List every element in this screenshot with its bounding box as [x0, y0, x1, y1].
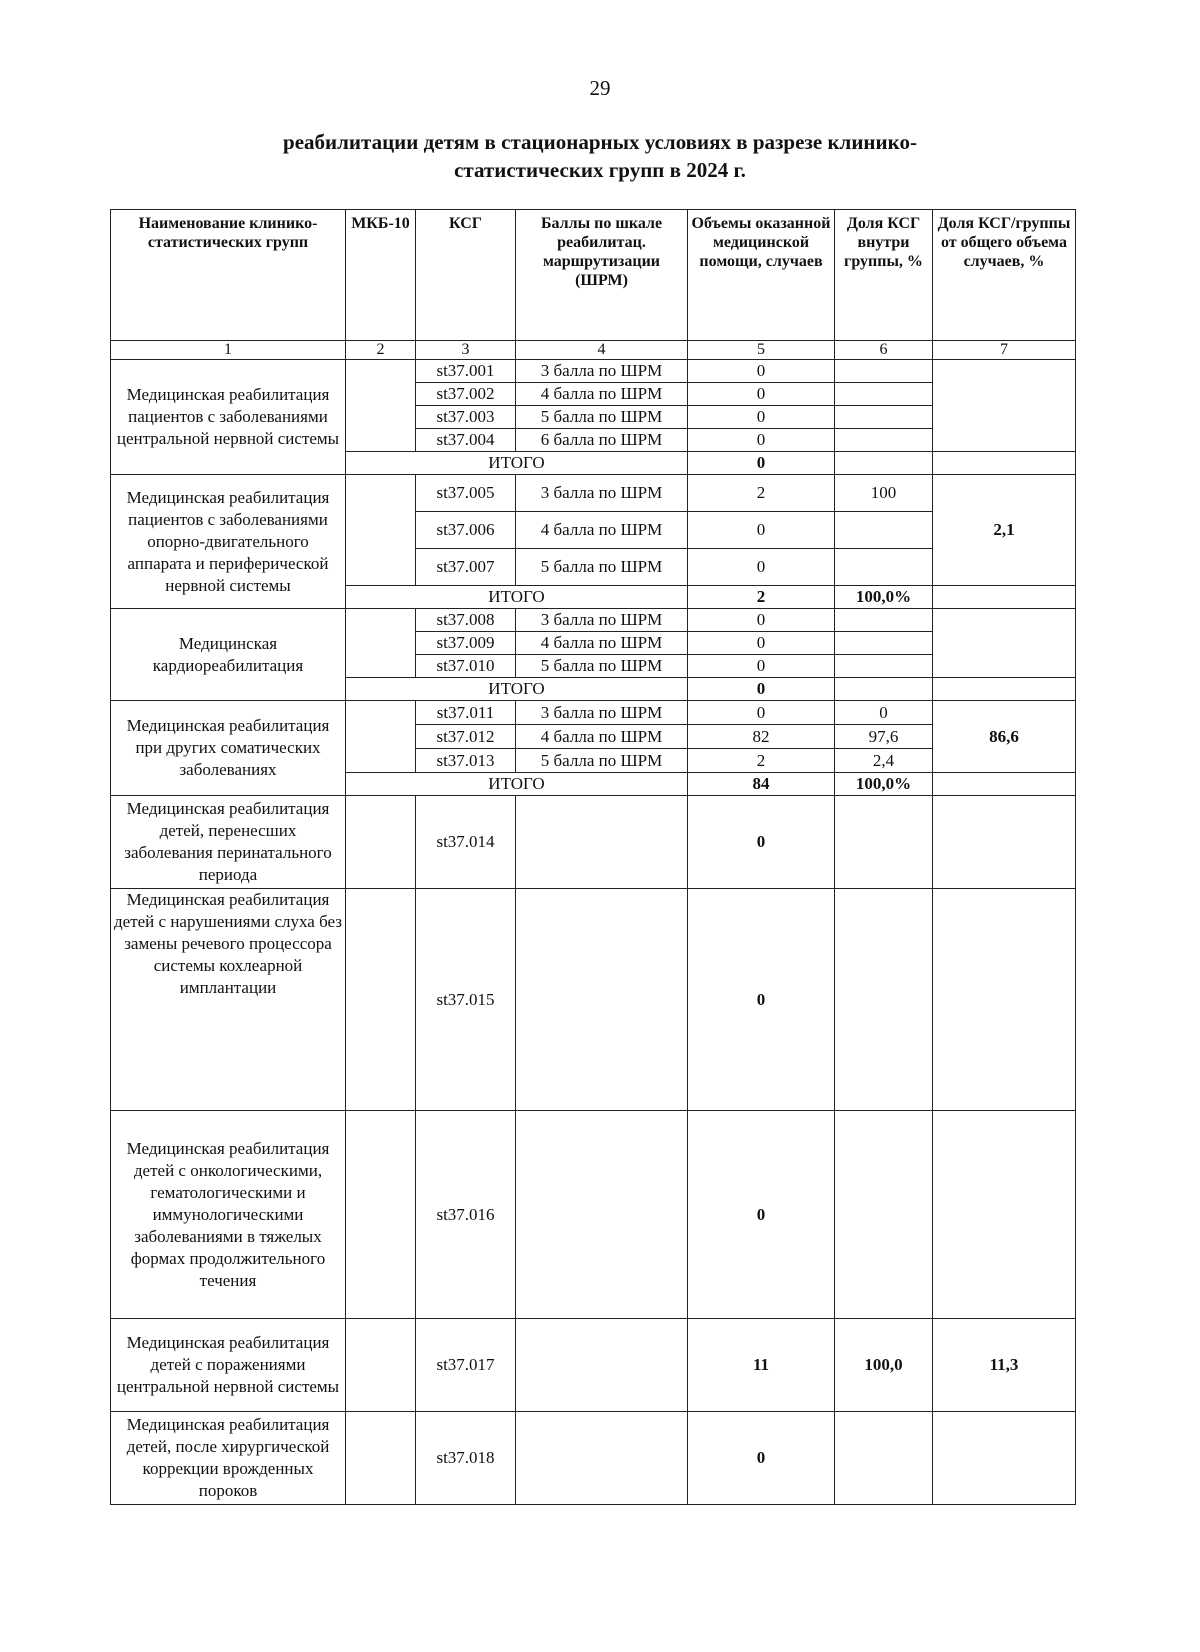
shrm-score: 3 балла по ШРМ	[516, 360, 688, 383]
total-group-share	[933, 452, 1076, 475]
ksg-code: st37.012	[416, 725, 516, 749]
share-in-group	[835, 796, 933, 889]
volume: 2	[688, 475, 835, 512]
header-row	[111, 210, 1076, 341]
table-row	[111, 889, 1076, 1111]
page-number: 29	[589, 76, 611, 100]
volume: 0	[688, 383, 835, 406]
header-group-name: Наименование клинико-статистических групп	[111, 210, 346, 341]
total-label: ИТОГО	[346, 773, 688, 796]
ksg-code: st37.011	[416, 701, 516, 725]
group-name: Медицинская реабилитация детей, после хирургической коррекции врожденных пороков	[111, 1412, 346, 1505]
share-in-group	[835, 383, 933, 406]
table-row	[111, 609, 1076, 632]
group-name: Медицинская реабилитация при других соматических заболеваниях	[111, 701, 346, 796]
document-title	[0, 128, 1200, 184]
volume: 0	[688, 429, 835, 452]
total-label: ИТОГО	[346, 452, 688, 475]
group-name: Медицинская реабилитация пациентов с заболеваниями центральной нервной системы	[111, 360, 346, 475]
total-group-share	[933, 773, 1076, 796]
header-ksg: КСГ	[416, 210, 516, 341]
volume: 0	[688, 889, 835, 1111]
mkb-cell	[346, 360, 416, 452]
shrm-score: 6 балла по ШРМ	[516, 429, 688, 452]
ksg-code: st37.006	[416, 512, 516, 549]
share-in-group	[835, 360, 933, 383]
shrm-score: 5 балла по ШРМ	[516, 406, 688, 429]
header-share-in-group: Доля КСГ внутри группы, %	[835, 210, 933, 341]
ksg-code: st37.018	[416, 1412, 516, 1505]
header-mkb: МКБ-10	[346, 210, 416, 341]
group-share	[933, 1111, 1076, 1319]
mkb-cell	[346, 1111, 416, 1319]
table-row	[111, 701, 1076, 725]
ksg-code: st37.004	[416, 429, 516, 452]
group-name: Медицинская реабилитация детей с нарушениями слуха без замены речевого процессора системы кохлеарной имплантации	[111, 889, 346, 1111]
share-in-group	[835, 549, 933, 586]
group-share: 2,1	[933, 475, 1076, 586]
ksg-code: st37.016	[416, 1111, 516, 1319]
share-in-group: 100	[835, 475, 933, 512]
share-in-group	[835, 406, 933, 429]
share-in-group: 100,0	[835, 1319, 933, 1412]
group-share	[933, 889, 1076, 1111]
share-in-group	[835, 889, 933, 1111]
mkb-cell	[346, 889, 416, 1111]
table-row	[111, 1319, 1076, 1412]
total-group-share	[933, 678, 1076, 701]
mkb-cell	[346, 1319, 416, 1412]
header-shrm: Баллы по шкале реабилитац. маршрутизации (ШРМ)	[516, 210, 688, 341]
share-in-group	[835, 609, 933, 632]
col-number: 5	[688, 341, 835, 360]
share-in-group	[835, 512, 933, 549]
total-share	[835, 678, 933, 701]
header-share-total: Доля КСГ/группы от общего объема случаев, %	[933, 210, 1076, 341]
total-share: 100,0%	[835, 586, 933, 609]
ksg-code: st37.003	[416, 406, 516, 429]
ksg-code: st37.013	[416, 749, 516, 773]
table-row	[111, 796, 1076, 889]
col-number: 3	[416, 341, 516, 360]
share-in-group: 97,6	[835, 725, 933, 749]
mkb-cell	[346, 796, 416, 889]
total-volume: 0	[688, 678, 835, 701]
share-in-group	[835, 632, 933, 655]
volume: 0	[688, 796, 835, 889]
col-number: 7	[933, 341, 1076, 360]
shrm-score	[516, 889, 688, 1111]
volume: 0	[688, 512, 835, 549]
table-row	[111, 1412, 1076, 1505]
shrm-score: 3 балла по ШРМ	[516, 701, 688, 725]
total-volume: 84	[688, 773, 835, 796]
group-name: Медицинская реабилитация детей, перенесших заболевания перинатального периода	[111, 796, 346, 889]
ksg-table	[110, 209, 1076, 1505]
shrm-score: 4 балла по ШРМ	[516, 512, 688, 549]
total-label: ИТОГО	[346, 586, 688, 609]
table-row	[111, 360, 1076, 383]
ksg-code: st37.014	[416, 796, 516, 889]
total-group-share	[933, 586, 1076, 609]
group-share	[933, 1412, 1076, 1505]
total-label: ИТОГО	[346, 678, 688, 701]
mkb-cell	[346, 1412, 416, 1505]
share-in-group	[835, 429, 933, 452]
shrm-score	[516, 1412, 688, 1505]
table-row	[111, 475, 1076, 512]
shrm-score: 5 балла по ШРМ	[516, 549, 688, 586]
volume: 0	[688, 1412, 835, 1505]
col-number: 4	[516, 341, 688, 360]
volume: 0	[688, 655, 835, 678]
group-share	[933, 609, 1076, 678]
title-line-2: статистических групп в 2024 г.	[454, 158, 746, 182]
group-name: Медицинская реабилитация детей с поражениями центральной нервной системы	[111, 1319, 346, 1412]
mkb-cell	[346, 609, 416, 678]
title-line-1: реабилитации детям в стационарных условиях в разрезе клинико-	[283, 130, 917, 154]
ksg-code: st37.001	[416, 360, 516, 383]
mkb-cell	[346, 475, 416, 586]
col-number: 1	[111, 341, 346, 360]
volume: 0	[688, 632, 835, 655]
ksg-code: st37.010	[416, 655, 516, 678]
group-name: Медицинская реабилитация пациентов с заболеваниями опорно-двигательного аппарата и периферической нервной системы	[111, 475, 346, 609]
shrm-score: 4 балла по ШРМ	[516, 383, 688, 406]
total-volume: 0	[688, 452, 835, 475]
share-in-group: 2,4	[835, 749, 933, 773]
share-in-group	[835, 1111, 933, 1319]
col-number: 2	[346, 341, 416, 360]
volume: 2	[688, 749, 835, 773]
share-in-group	[835, 655, 933, 678]
group-share: 11,3	[933, 1319, 1076, 1412]
ksg-code: st37.008	[416, 609, 516, 632]
volume: 0	[688, 609, 835, 632]
col-number: 6	[835, 341, 933, 360]
ksg-code: st37.005	[416, 475, 516, 512]
total-share: 100,0%	[835, 773, 933, 796]
header-volume: Объемы оказанной медицинской помощи, случаев	[688, 210, 835, 341]
shrm-score: 3 балла по ШРМ	[516, 475, 688, 512]
volume: 0	[688, 360, 835, 383]
share-in-group	[835, 1412, 933, 1505]
group-share	[933, 360, 1076, 452]
column-number-row	[111, 341, 1076, 360]
volume: 0	[688, 1111, 835, 1319]
shrm-score	[516, 1111, 688, 1319]
ksg-code: st37.009	[416, 632, 516, 655]
group-share: 86,6	[933, 701, 1076, 773]
ksg-code: st37.017	[416, 1319, 516, 1412]
volume: 0	[688, 549, 835, 586]
volume: 0	[688, 701, 835, 725]
shrm-score: 5 балла по ШРМ	[516, 655, 688, 678]
ksg-code: st37.015	[416, 889, 516, 1111]
shrm-score: 3 балла по ШРМ	[516, 609, 688, 632]
shrm-score: 4 балла по ШРМ	[516, 725, 688, 749]
ksg-code: st37.007	[416, 549, 516, 586]
shrm-score: 4 балла по ШРМ	[516, 632, 688, 655]
shrm-score: 5 балла по ШРМ	[516, 749, 688, 773]
volume: 11	[688, 1319, 835, 1412]
shrm-score	[516, 1319, 688, 1412]
group-name: Медицинская кардиореабилитация	[111, 609, 346, 701]
group-name: Медицинская реабилитация детей с онкологическими, гематологическими и иммунологическими заболеваниями в тяжелых формах продолжительного течения	[111, 1111, 346, 1319]
mkb-cell	[346, 701, 416, 773]
group-share	[933, 796, 1076, 889]
table-row	[111, 1111, 1076, 1319]
ksg-code: st37.002	[416, 383, 516, 406]
shrm-score	[516, 796, 688, 889]
volume: 82	[688, 725, 835, 749]
volume: 0	[688, 406, 835, 429]
total-share	[835, 452, 933, 475]
share-in-group: 0	[835, 701, 933, 725]
total-volume: 2	[688, 586, 835, 609]
